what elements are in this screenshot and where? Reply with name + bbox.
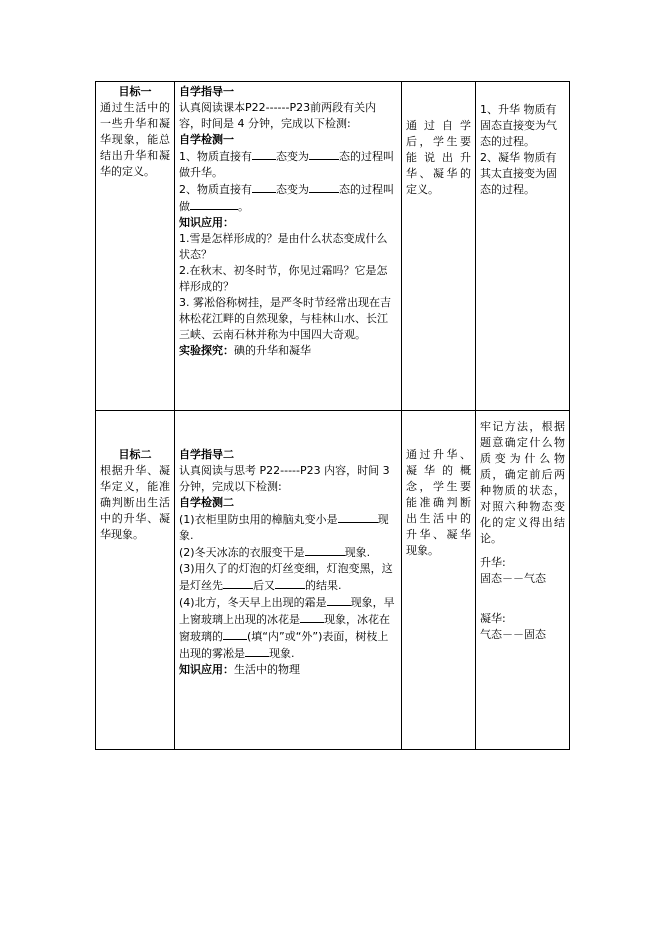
goal-text: 根据升华、凝华定义，能准确判断出生活中的升华、凝华现象。 [100, 464, 170, 541]
table-row [96, 82, 570, 411]
table-row [96, 411, 570, 750]
goal-cell [96, 411, 175, 750]
guide-cell [175, 82, 402, 411]
sublimation-label: 升华: [480, 556, 506, 569]
goal-cell [96, 82, 175, 411]
answer-2: 2、凝华 物质有其太直接变为固态的过程。 [480, 151, 557, 196]
deposition-text: 气态－－固态 [480, 628, 546, 641]
answer-1: 1、升华 物质有固态直接变为气态的过程。 [480, 103, 557, 148]
lesson-plan-table [95, 81, 570, 750]
apply-line: 知识应用：生活中的物理 [179, 663, 300, 676]
check-title: 自学检测二 [179, 496, 234, 509]
deposition-label: 凝华: [480, 612, 506, 625]
check-question-1: (1)衣柜里防虫用的樟脑丸变小是 现象. [179, 513, 389, 542]
goal-title: 目标二 [118, 448, 152, 461]
apply-question-1: 1.雪是怎样形成的？是由什么状态变成什么状态？ [179, 232, 388, 261]
guide-cell [175, 411, 402, 750]
objective-cell [402, 82, 476, 411]
goal-title: 目标一 [118, 85, 152, 98]
check-question-4: (4)北方，冬天早上出现的霜是 现象，早上窗玻璃上出现的冰花是 现象，冰花在窗玻璃的 (填“内”或“外”)表面，树枝上出现的雾凇是 现象. [179, 596, 395, 660]
check-question-2: 2、物质直接有 态变为 态的过程叫做 。 [179, 183, 394, 213]
check-question-2: (2)冬天冰冻的衣服变干是 现象. [179, 546, 371, 559]
guide-text: 认真阅读课本P22------P23前两段有关内容，时间是 4 分钟，完成以下检测: [179, 101, 377, 130]
check-question-1: 1、物质直接有 态变为 态的过程叫做升华。 [179, 150, 394, 179]
sublimation-text: 固态－－气态 [480, 572, 546, 585]
guide-text: 认真阅读与思考 P22-----P23 内容，时间 3 分钟，完成以下检测: [179, 464, 390, 493]
answer-method: 牢记方法，根据题意确定什么物质变为什么物质，确定前后两种物质的状态，对照六种物态变化的定义得出结论。 [480, 420, 565, 545]
apply-question-2: 2.在秋末、初冬时节，你见过霜吗？它是怎样形成的？ [179, 264, 388, 293]
objective-cell [402, 411, 476, 750]
apply-title: 知识应用： [179, 216, 234, 229]
objective-text: 通过升华、凝华的概念，学生要能准确判断出生活中的升华、凝华现象。 [406, 448, 471, 557]
answer-cell [476, 82, 570, 411]
answer-cell [476, 411, 570, 750]
experiment-line: 实验探究：碘的升华和凝华 [179, 344, 311, 357]
goal-text: 通过生活中的一些升华和凝华现象，能总结出升华和凝华的定义。 [100, 101, 170, 178]
apply-question-3: 3. 雾凇俗称树挂，是严冬时节经常出现在吉林松花江畔的自然现象，与桂林山水、长江三峡、云南石林并称为中国四大奇观。 [179, 296, 391, 341]
check-question-3: (3)用久了的灯泡的灯丝变细，灯泡变黑，这是灯丝先 后又 的结果. [179, 562, 393, 592]
objective-text: 通过自学后，学生要能说出升华、凝华的定义。 [406, 119, 471, 196]
guide-title: 自学指导二 [179, 448, 234, 461]
check-title: 自学检测一 [179, 133, 234, 146]
guide-title: 自学指导一 [179, 85, 234, 98]
